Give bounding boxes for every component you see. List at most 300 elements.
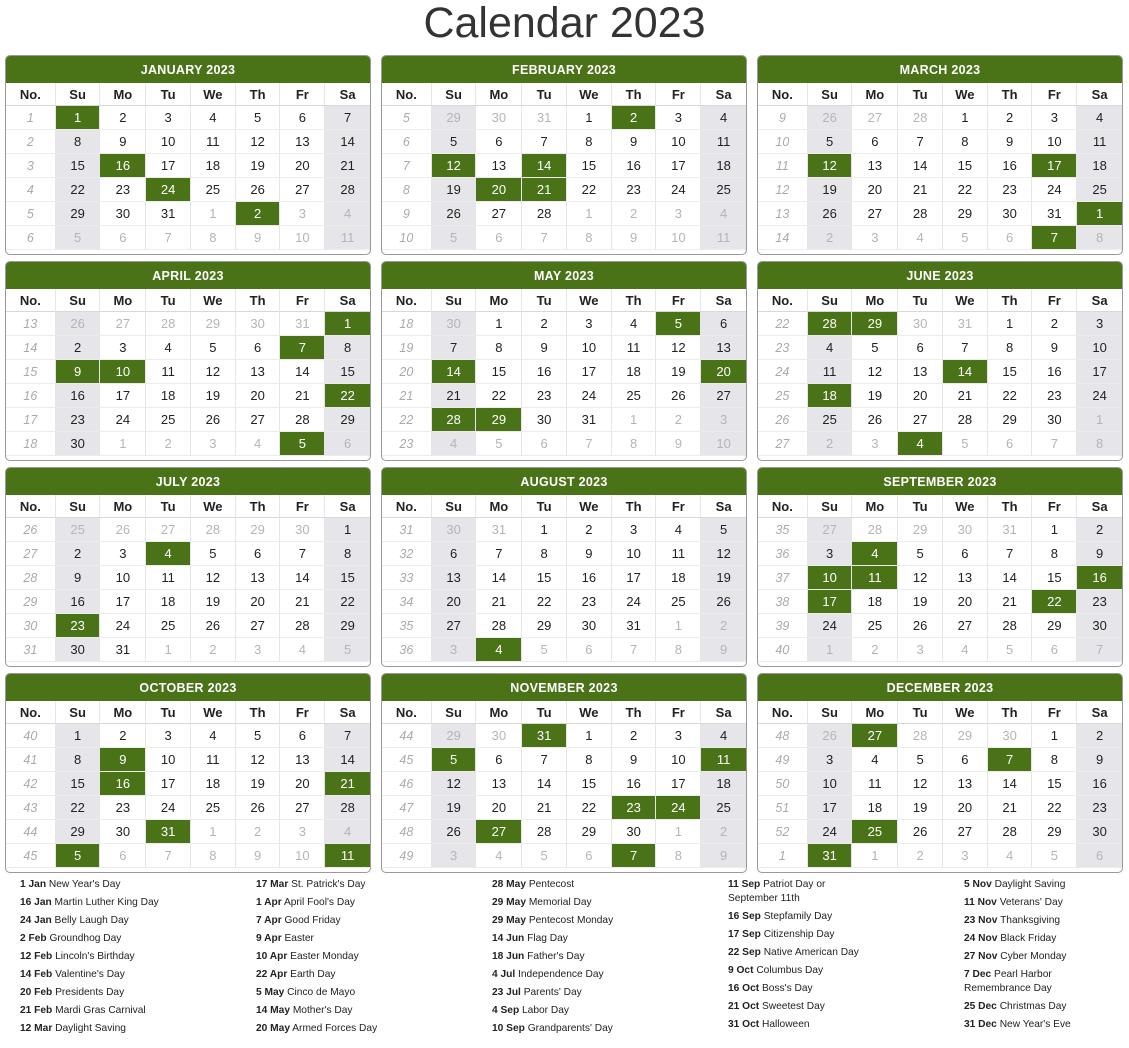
day-cell: 15 (567, 154, 612, 178)
holiday-day-cell: 2 (236, 202, 281, 226)
day-cell: 6 (325, 432, 370, 456)
weekday-header: Su (808, 289, 853, 312)
day-cell: 4 (988, 844, 1033, 868)
day-cell: 2 (567, 518, 612, 542)
weekday-header-row (758, 83, 1122, 106)
day-cell: 7 (146, 226, 191, 250)
day-cell: 20 (280, 154, 325, 178)
weekday-header: Sa (1077, 495, 1122, 518)
holiday-date: 14 Jun (492, 933, 525, 944)
weekday-header: Mo (852, 289, 898, 312)
day-cell: 17 (567, 360, 612, 384)
weekday-header: Tu (146, 701, 191, 724)
day-cell: 1 (522, 518, 567, 542)
holiday-name: Independence Day (515, 969, 604, 980)
day-cell: 4 (191, 106, 236, 130)
day-cell: 13 (280, 130, 325, 154)
day-cell: 6 (701, 312, 746, 336)
week-number: 49 (382, 844, 432, 868)
holiday-day-cell: 21 (325, 772, 370, 796)
day-cell: 3 (432, 638, 477, 662)
holiday-name: Parents' Day (520, 987, 582, 998)
day-cell: 19 (701, 566, 746, 590)
day-cell: 17 (656, 772, 701, 796)
day-cell: 26 (432, 820, 477, 844)
week-row (758, 724, 1122, 748)
day-cell: 14 (280, 566, 325, 590)
holiday-name: Flag Day (524, 933, 568, 944)
day-cell: 7 (567, 432, 612, 456)
holiday-day-cell: 9 (56, 360, 101, 384)
day-cell: 11 (146, 360, 191, 384)
holiday-name: Lincoln's Birthday (52, 951, 135, 962)
day-cell: 20 (432, 590, 477, 614)
holiday-date: 23 Jul (492, 987, 521, 998)
week-row (382, 226, 746, 250)
holiday-name: Mardi Gras Carnival (52, 1005, 146, 1016)
day-cell: 28 (852, 518, 898, 542)
day-cell: 17 (612, 566, 657, 590)
weekday-header: Th (236, 701, 281, 724)
day-cell: 10 (701, 432, 746, 456)
day-cell: 2 (612, 724, 657, 748)
day-cell: 4 (943, 638, 988, 662)
holiday-name: New Year's Eve (996, 1019, 1071, 1030)
day-cell: 14 (988, 566, 1033, 590)
day-cell: 7 (612, 638, 657, 662)
day-cell: 30 (476, 106, 522, 130)
weekday-header: Tu (522, 701, 567, 724)
day-cell: 27 (808, 518, 853, 542)
day-cell: 1 (56, 724, 101, 748)
day-cell: 4 (432, 432, 477, 456)
day-cell: 26 (898, 614, 943, 638)
month-8 (757, 467, 1123, 667)
day-cell: 1 (325, 518, 370, 542)
month-6 (5, 467, 371, 667)
day-cell: 26 (656, 384, 701, 408)
holiday-day-cell: 12 (808, 154, 853, 178)
holiday-name: Valentine's Day (52, 969, 125, 980)
weekday-header: No. (758, 495, 808, 518)
day-cell: 18 (701, 154, 746, 178)
day-cell: 5 (191, 336, 236, 360)
day-cell: 7 (325, 106, 370, 130)
day-cell: 2 (236, 820, 281, 844)
holiday-date: 9 Apr (256, 933, 282, 944)
day-cell: 2 (191, 638, 236, 662)
day-cell: 4 (1077, 106, 1122, 130)
day-cell: 30 (476, 724, 522, 748)
day-cell: 5 (236, 106, 281, 130)
day-cell: 6 (476, 226, 522, 250)
holiday-day-cell: 7 (612, 844, 657, 868)
holiday-item (728, 980, 964, 998)
holiday-date: 20 May (256, 1023, 290, 1034)
day-cell: 3 (236, 638, 281, 662)
week-number: 22 (758, 312, 808, 336)
holiday-name: Presidents Day (52, 987, 125, 998)
week-number: 2 (6, 130, 56, 154)
weekday-header: Th (988, 495, 1033, 518)
day-cell: 23 (1032, 384, 1077, 408)
week-row (6, 178, 370, 202)
weekday-header: Sa (701, 495, 746, 518)
day-cell: 1 (1032, 518, 1077, 542)
weekday-header-row (758, 701, 1122, 724)
holiday-day-cell: 23 (56, 614, 101, 638)
week-row (382, 360, 746, 384)
day-cell: 7 (988, 542, 1033, 566)
week-number: 45 (382, 748, 432, 772)
day-cell: 11 (852, 772, 898, 796)
week-row (6, 336, 370, 360)
weekday-header: No. (382, 701, 432, 724)
day-cell: 3 (612, 518, 657, 542)
day-cell: 15 (325, 360, 370, 384)
week-number: 30 (6, 614, 56, 638)
week-number: 8 (382, 178, 432, 202)
months-grid (5, 55, 1124, 870)
day-cell: 27 (701, 384, 746, 408)
day-cell: 26 (808, 202, 853, 226)
week-row (6, 748, 370, 772)
week-row (758, 844, 1122, 868)
day-cell: 17 (808, 796, 853, 820)
day-cell: 4 (325, 820, 370, 844)
day-cell: 11 (701, 130, 746, 154)
week-row (382, 408, 746, 432)
weekday-header: Sa (325, 701, 370, 724)
holiday-day-cell: 28 (808, 312, 853, 336)
weekday-header-row (6, 289, 370, 312)
holiday-item (492, 876, 728, 894)
holiday-date: 16 Sep (728, 911, 761, 922)
day-cell: 2 (146, 432, 191, 456)
holiday-item (492, 1002, 728, 1020)
week-number: 19 (382, 336, 432, 360)
day-cell: 29 (56, 820, 101, 844)
month-4 (381, 261, 747, 461)
day-cell: 24 (612, 590, 657, 614)
day-cell: 9 (612, 748, 657, 772)
week-row (758, 130, 1122, 154)
weekday-header: No. (758, 701, 808, 724)
holiday-day-cell: 31 (808, 844, 853, 868)
weekday-header: Tu (898, 289, 943, 312)
day-cell: 5 (522, 844, 567, 868)
day-cell: 12 (191, 566, 236, 590)
holiday-date: 10 Apr (256, 951, 288, 962)
holiday-name: Patriot Day or September 11th (728, 879, 826, 904)
holiday-day-cell: 14 (432, 360, 477, 384)
day-cell: 29 (1032, 820, 1077, 844)
holiday-name: Sweetest Day (759, 1001, 825, 1012)
weekday-header: Sa (701, 701, 746, 724)
week-row (382, 336, 746, 360)
weekday-header: Th (236, 83, 281, 106)
weekday-header: Mo (100, 495, 146, 518)
month-2 (757, 55, 1123, 255)
day-cell: 31 (567, 408, 612, 432)
day-cell: 18 (146, 384, 191, 408)
day-cell: 25 (656, 590, 701, 614)
week-number: 5 (382, 106, 432, 130)
week-row (758, 820, 1122, 844)
day-cell: 28 (898, 202, 943, 226)
weekday-header: Th (988, 289, 1033, 312)
day-cell: 14 (325, 130, 370, 154)
holiday-date: 24 Nov (964, 933, 998, 944)
weekday-header-row (6, 83, 370, 106)
weekday-header-row (382, 83, 746, 106)
month-3 (5, 261, 371, 461)
holiday-name: Halloween (759, 1019, 810, 1030)
holiday-date: 25 Dec (964, 1001, 997, 1012)
day-cell: 19 (191, 384, 236, 408)
week-number: 48 (382, 820, 432, 844)
holiday-name: Father's Day (524, 951, 585, 962)
weekday-header: We (567, 495, 612, 518)
day-cell: 23 (100, 796, 146, 820)
day-cell: 30 (1077, 820, 1122, 844)
month-9 (5, 673, 371, 873)
day-cell: 18 (612, 360, 657, 384)
day-cell: 8 (656, 638, 701, 662)
day-cell: 15 (522, 566, 567, 590)
day-cell: 16 (522, 360, 567, 384)
day-cell: 10 (100, 566, 146, 590)
day-cell: 4 (656, 518, 701, 542)
day-cell: 10 (146, 748, 191, 772)
weekday-header: Su (432, 701, 477, 724)
holiday-date: 17 Sep (728, 929, 761, 940)
holiday-day-cell: 1 (1077, 202, 1122, 226)
week-row (6, 360, 370, 384)
holiday-item (728, 926, 964, 944)
month-title: APRIL 2023 (6, 262, 370, 289)
day-cell: 26 (100, 518, 146, 542)
week-row (6, 724, 370, 748)
day-cell: 30 (280, 518, 325, 542)
day-cell: 30 (988, 202, 1033, 226)
day-cell: 3 (943, 844, 988, 868)
day-cell: 1 (567, 724, 612, 748)
week-number: 14 (758, 226, 808, 250)
day-cell: 27 (852, 106, 898, 130)
day-cell: 11 (146, 566, 191, 590)
day-cell: 22 (56, 178, 101, 202)
day-cell: 24 (100, 408, 146, 432)
week-row (6, 796, 370, 820)
holiday-item (964, 876, 1125, 894)
day-cell: 23 (522, 384, 567, 408)
holiday-name: Daylight Saving (991, 879, 1066, 890)
holiday-day-cell: 18 (808, 384, 853, 408)
day-cell: 5 (852, 336, 898, 360)
day-cell: 1 (808, 638, 853, 662)
day-cell: 9 (236, 844, 281, 868)
week-number: 50 (758, 772, 808, 796)
holiday-item (964, 1016, 1125, 1034)
week-number: 44 (6, 820, 56, 844)
holiday-day-cell: 29 (852, 312, 898, 336)
holiday-day-cell: 16 (1077, 566, 1122, 590)
week-number: 21 (382, 384, 432, 408)
holiday-item (256, 984, 492, 1002)
day-cell: 20 (236, 590, 281, 614)
day-cell: 26 (701, 590, 746, 614)
weekday-header: No. (758, 83, 808, 106)
weekday-header: Su (56, 83, 101, 106)
day-cell: 2 (100, 724, 146, 748)
week-row (758, 226, 1122, 250)
day-cell: 25 (612, 384, 657, 408)
holiday-column (964, 876, 1125, 1044)
day-cell: 13 (432, 566, 477, 590)
day-cell: 1 (988, 312, 1033, 336)
weekday-header: No. (6, 495, 56, 518)
day-cell: 2 (808, 226, 853, 250)
weekday-header: Tu (146, 83, 191, 106)
day-cell: 31 (280, 312, 325, 336)
holiday-item (20, 876, 256, 894)
holiday-item (256, 912, 492, 930)
holiday-date: 22 Sep (728, 947, 761, 958)
day-cell: 3 (191, 432, 236, 456)
week-number: 11 (758, 154, 808, 178)
day-cell: 29 (988, 408, 1033, 432)
day-cell: 4 (701, 724, 746, 748)
day-cell: 3 (656, 724, 701, 748)
day-cell: 6 (988, 432, 1033, 456)
day-cell: 24 (100, 614, 146, 638)
weekday-header: We (943, 289, 988, 312)
day-cell: 2 (1077, 724, 1122, 748)
week-number: 29 (6, 590, 56, 614)
day-cell: 27 (100, 312, 146, 336)
day-cell: 16 (56, 590, 101, 614)
month-title: NOVEMBER 2023 (382, 674, 746, 701)
day-cell: 13 (898, 360, 943, 384)
holiday-item (964, 948, 1125, 966)
day-cell: 14 (476, 566, 522, 590)
day-cell: 25 (1077, 178, 1122, 202)
day-cell: 16 (612, 772, 657, 796)
day-cell: 15 (56, 154, 101, 178)
week-number: 35 (382, 614, 432, 638)
holiday-item (492, 912, 728, 930)
week-row (6, 614, 370, 638)
day-cell: 2 (1077, 518, 1122, 542)
day-cell: 31 (522, 106, 567, 130)
weekday-header: Mo (100, 83, 146, 106)
weekday-header: Mo (100, 289, 146, 312)
day-cell: 21 (898, 178, 943, 202)
weekday-header: Th (988, 701, 1033, 724)
day-cell: 18 (191, 154, 236, 178)
week-number: 6 (382, 130, 432, 154)
day-cell: 28 (325, 178, 370, 202)
day-cell: 8 (1077, 432, 1122, 456)
day-cell: 26 (236, 796, 281, 820)
holiday-day-cell: 4 (476, 638, 522, 662)
day-cell: 6 (280, 106, 325, 130)
month-5 (757, 261, 1123, 461)
day-cell: 12 (701, 542, 746, 566)
day-cell: 25 (852, 614, 898, 638)
holiday-day-cell: 7 (1032, 226, 1077, 250)
holiday-name: April Fool's Day (281, 897, 355, 908)
holiday-day-cell: 22 (1032, 590, 1077, 614)
day-cell: 20 (943, 590, 988, 614)
month-title: JUNE 2023 (758, 262, 1122, 289)
day-cell: 3 (852, 226, 898, 250)
weekday-header: Fr (656, 495, 701, 518)
day-cell: 27 (236, 408, 281, 432)
day-cell: 21 (988, 796, 1033, 820)
week-row (758, 638, 1122, 662)
holiday-name: Belly Laugh Day (51, 915, 129, 926)
day-cell: 7 (943, 336, 988, 360)
day-cell: 12 (432, 772, 477, 796)
day-cell: 3 (146, 106, 191, 130)
day-cell: 20 (852, 178, 898, 202)
day-cell: 8 (1032, 748, 1077, 772)
day-cell: 3 (852, 432, 898, 456)
day-cell: 6 (476, 130, 522, 154)
week-number: 1 (758, 844, 808, 868)
day-cell: 1 (191, 202, 236, 226)
week-row (382, 130, 746, 154)
day-cell: 13 (236, 360, 281, 384)
month-title: FEBRUARY 2023 (382, 56, 746, 83)
day-cell: 2 (100, 106, 146, 130)
holiday-name: Cinco de Mayo (284, 987, 356, 998)
week-row (6, 154, 370, 178)
day-cell: 18 (1077, 154, 1122, 178)
day-cell: 31 (100, 638, 146, 662)
day-cell: 1 (567, 106, 612, 130)
day-cell: 1 (100, 432, 146, 456)
day-cell: 20 (476, 796, 522, 820)
day-cell: 10 (1077, 336, 1122, 360)
day-cell: 17 (100, 590, 146, 614)
week-number: 34 (382, 590, 432, 614)
day-cell: 5 (898, 748, 943, 772)
weekday-header: Tu (146, 289, 191, 312)
holiday-item (256, 1020, 492, 1038)
holiday-day-cell: 1 (56, 106, 101, 130)
day-cell: 23 (567, 590, 612, 614)
holiday-date: 5 Nov (964, 879, 992, 890)
week-number: 40 (6, 724, 56, 748)
week-number: 23 (758, 336, 808, 360)
weekday-header: Fr (280, 495, 325, 518)
weekday-header-row (758, 289, 1122, 312)
day-cell: 28 (522, 202, 567, 226)
week-row (6, 106, 370, 130)
day-cell: 10 (808, 772, 853, 796)
holiday-day-cell: 24 (146, 178, 191, 202)
day-cell: 3 (656, 202, 701, 226)
week-row (6, 130, 370, 154)
day-cell: 23 (56, 408, 101, 432)
holiday-item (20, 912, 256, 930)
holiday-date: 7 Apr (256, 915, 282, 926)
day-cell: 15 (56, 772, 101, 796)
weekday-header: No. (382, 83, 432, 106)
